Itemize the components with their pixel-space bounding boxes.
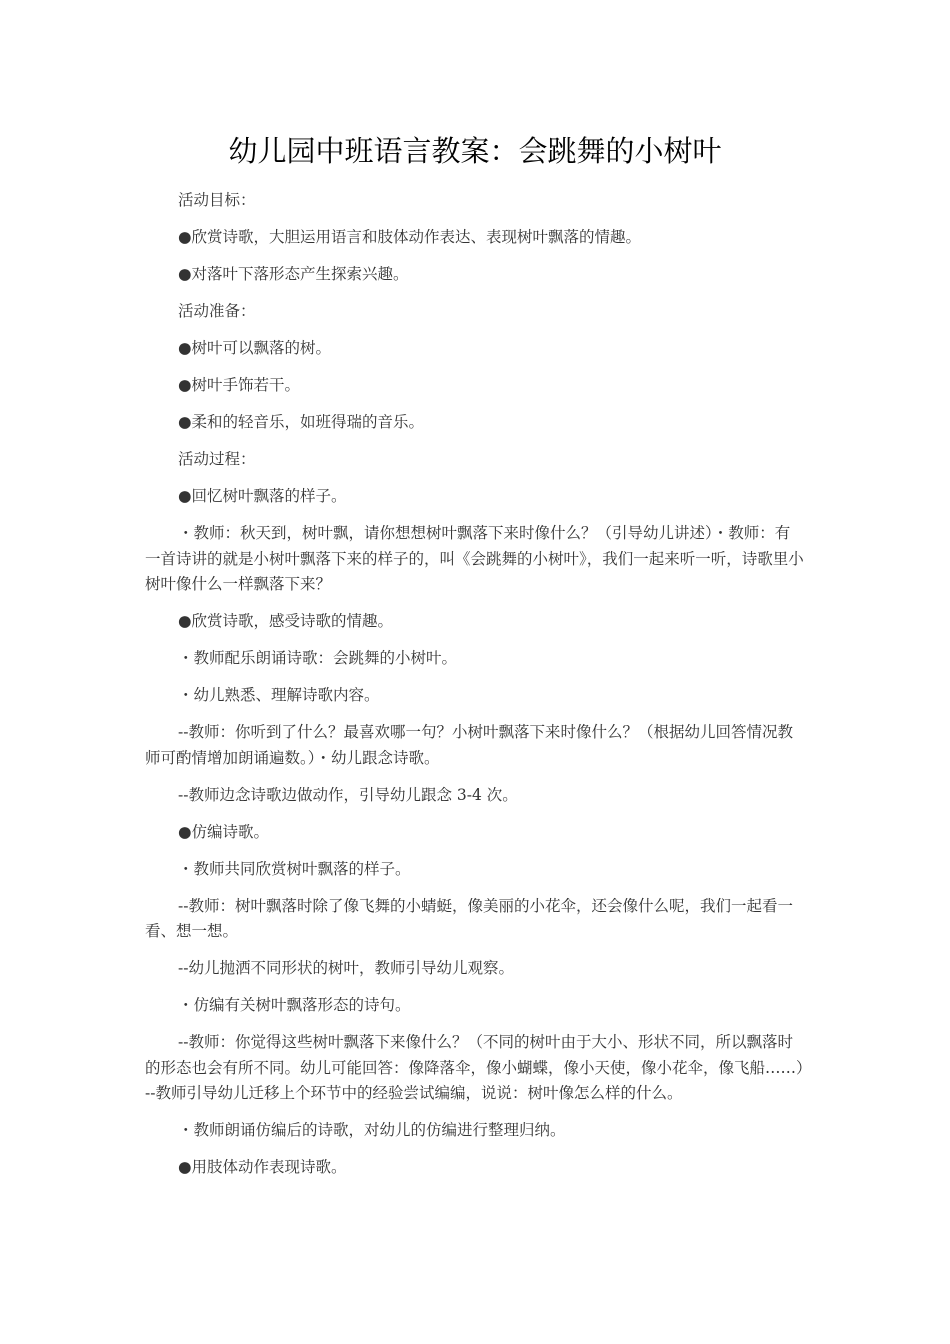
document-body [145, 188, 805, 1192]
paragraph: ●柔和的轻音乐，如班得瑞的音乐。 [178, 413, 425, 431]
paragraph: --教师边念诗歌边做动作，引导幼儿跟念 3-4 次。 [178, 785, 518, 804]
paragraph: ●欣赏诗歌，感受诗歌的情趣。 [178, 612, 394, 630]
paragraph: 活动目标： [178, 191, 256, 209]
paragraph: ●树叶手饰若干。 [178, 376, 301, 394]
paragraph: ・教师：秋天到，树叶飘，请你想想树叶飘落下来时像什么？（引导幼儿讲述）・教师：有一首诗讲的就是小树叶飘落下来的样子的，叫《会跳舞的小树叶》，我们一起来听一听，诗歌里小树叶像什么一样飘落下来？ [145, 524, 804, 593]
paragraph: ●欣赏诗歌，大胆运用语言和肢体动作表达、表现树叶飘落的情趣。 [178, 228, 642, 246]
paragraph: ・教师共同欣赏树叶飘落的样子。 [178, 859, 411, 878]
paragraph: ●回忆树叶飘落的样子。 [178, 487, 347, 505]
paragraph: --教师：树叶飘落时除了像飞舞的小蜻蜓，像美丽的小花伞，还会像什么呢，我们一起看一看、想一想。 [145, 896, 793, 940]
paragraph: ・仿编有关树叶飘落形态的诗句。 [178, 996, 411, 1014]
document-title: 幼儿园中班语言教案：会跳舞的小树叶 [228, 134, 722, 168]
paragraph: --教师：你觉得这些树叶飘落下来像什么？（不同的树叶由于大小、形状不同，所以飘落时的形态也会有所不同。幼儿可能回答：像降落伞，像小蝴蝶，像小天使，像小花伞，像飞船……）--教师引导幼儿迁移上个环节中的经验尝试编编，说说：树叶像怎么样的什么。 [145, 1033, 804, 1102]
paragraph: 活动过程： [178, 450, 256, 468]
paragraph: ●用肢体动作表现诗歌。 [178, 1158, 347, 1176]
paragraph: ・教师朗诵仿编后的诗歌，对幼儿的仿编进行整理归纳。 [178, 1121, 566, 1139]
paragraph: ・幼儿熟悉、理解诗歌内容。 [178, 686, 380, 704]
paragraph: --教师：你听到了什么？最喜欢哪一句？小树叶飘落下来时像什么？（根据幼儿回答情况教师可酌情增加朗诵遍数。）・幼儿跟念诗歌。 [145, 723, 793, 767]
paragraph: ・教师配乐朗诵诗歌：会跳舞的小树叶。 [178, 649, 458, 667]
paragraph: ●仿编诗歌。 [178, 822, 270, 841]
paragraph: --幼儿抛洒不同形状的树叶，教师引导幼儿观察。 [178, 959, 514, 977]
paragraph: ●对落叶下落形态产生探索兴趣。 [178, 265, 409, 283]
paragraph: 活动准备： [178, 302, 256, 320]
paragraph: ●树叶可以飘落的树。 [178, 339, 332, 357]
